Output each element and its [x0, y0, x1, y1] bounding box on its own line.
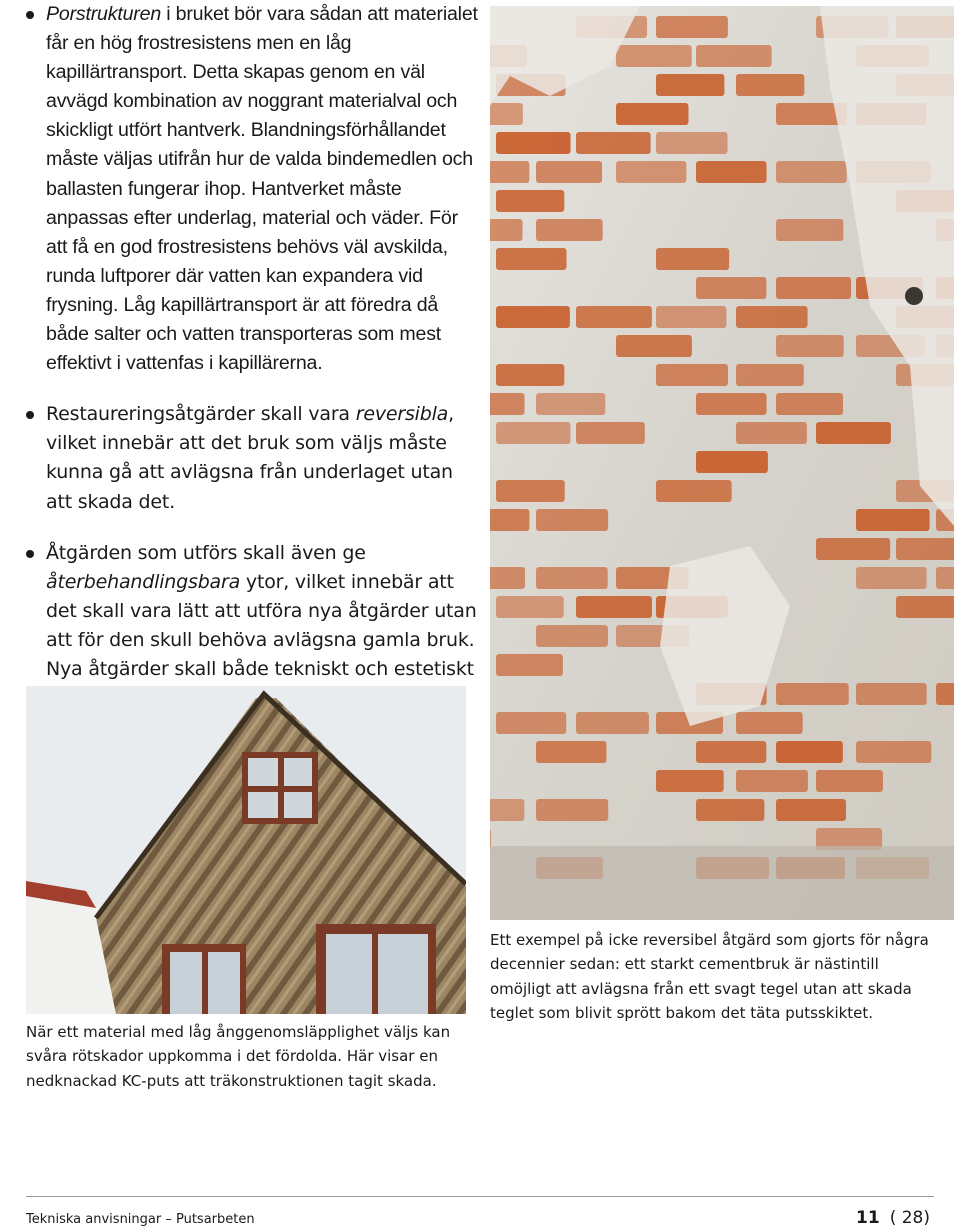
footer-divider: [26, 1196, 934, 1197]
brick: [696, 451, 768, 473]
brick: [736, 364, 804, 386]
page-number-total: ( 28): [889, 1208, 930, 1228]
house-photo: [26, 686, 466, 1014]
brick: [616, 45, 692, 67]
brick: [656, 480, 732, 502]
brick: [490, 799, 524, 821]
brick: [896, 538, 954, 560]
bullet-emphasis: återbehandlingsbara: [46, 570, 241, 593]
brick-wall-image: [490, 6, 954, 920]
brick: [776, 219, 843, 241]
brick: [536, 741, 606, 763]
brick: [576, 132, 651, 154]
brick: [496, 712, 566, 734]
brick: [576, 306, 652, 328]
brick: [936, 567, 954, 589]
brick: [496, 596, 564, 618]
brick: [856, 741, 931, 763]
brick: [496, 422, 571, 444]
brick: [490, 219, 523, 241]
brick: [496, 132, 571, 154]
brick: [536, 799, 608, 821]
brick: [536, 161, 602, 183]
brick: [576, 422, 645, 444]
brick: [536, 393, 605, 415]
bullet-text: i bruket bör vara sådan att materialet får en hög frostresistens men en låg kapillärtransport. Detta skapas genom en väl avvägd kombination av noggrant materialval och skickligt utfört hantverk. Blandningsförhållandet måste väljas utifrån hur de valda bindemedlen och ballasten fungerar ihop. Hantverket måste anpassas efter underlag, material och väder. För att få en god frostresistens behövs väl avskilda, runda luftporer där vatten kan expandera vid frysning. Låg kapillärtransport är att föredra då både salter och vatten transporteras som mest effektivt i vattenfas i kapillärerna.: [46, 3, 478, 375]
brick: [536, 219, 603, 241]
brick: [490, 161, 529, 183]
bullet-text-post: , vilket innebär att det bruk som väljs måste kunna gå att avlägsna från underlaget utan att skada det.: [46, 403, 454, 513]
brick: [656, 74, 724, 96]
brick-wall-photo: [490, 6, 954, 920]
bullet-reversibla: [26, 400, 478, 516]
brick: [696, 161, 767, 183]
brick: [496, 248, 567, 270]
brick: [696, 393, 767, 415]
brick: [496, 364, 564, 386]
brick: [776, 393, 843, 415]
house-image: [26, 686, 466, 1014]
brick: [776, 161, 847, 183]
brick: [496, 654, 563, 676]
bullet-emphasis: reversibla: [355, 403, 449, 426]
brick: [656, 16, 728, 38]
brick: [736, 74, 804, 96]
page-number-current: 11: [856, 1208, 880, 1228]
brick: [776, 741, 843, 763]
brick: [616, 335, 692, 357]
brick: [536, 567, 608, 589]
brick: [490, 567, 525, 589]
bullet-dot: [26, 550, 34, 558]
bullet-text-pre: Restaureringsåtgärder skall vara: [46, 403, 356, 426]
brick: [496, 306, 570, 328]
bullet-emphasis: Porstrukturen: [46, 3, 162, 25]
brick: [656, 248, 729, 270]
brick: [736, 712, 803, 734]
brick: [656, 770, 724, 792]
brick: [736, 770, 808, 792]
bullet-text-post: ytor, vilket innebär att det skall vara lätt att utföra nya åtgärder utan att för den skull behöva avlägsna gamla bruk. Nya åtgärder skall både tekniskt och estetiskt: [46, 570, 477, 680]
brick: [656, 306, 726, 328]
brick: [490, 509, 529, 531]
brick: [536, 509, 608, 531]
brick: [776, 799, 846, 821]
brick: [776, 683, 849, 705]
bullet-dot: [26, 11, 34, 19]
brick: [936, 683, 954, 705]
bullet-list: [26, 0, 478, 735]
brick: [816, 538, 890, 560]
brick: [536, 625, 608, 647]
brick: [696, 45, 772, 67]
brick: [776, 277, 851, 299]
page-number: [856, 1208, 930, 1228]
brick: [696, 277, 766, 299]
brick: [490, 103, 523, 125]
house-caption: När ett material med låg ånggenomsläpplighet väljs kan svåra rötskador uppkomma i det fördolda. Här visar en nedknackad KC-puts att träkonstruktionen tagit skada.: [26, 1023, 451, 1090]
brick: [816, 422, 891, 444]
brick: [496, 190, 564, 212]
brick: [490, 393, 525, 415]
brick: [616, 103, 688, 125]
brick: [616, 161, 686, 183]
brick: [496, 480, 565, 502]
brick: [696, 799, 764, 821]
brick: [896, 596, 954, 618]
bullet-text-pre: Åtgärden som utförs skall även ge: [46, 541, 366, 564]
brick: [656, 132, 728, 154]
wall-caption: Ett exempel på icke reversibel åtgärd som gjorts för några decennier sedan: ett starkt cementbruk är nästintill omöjligt att avlägsna från ett svagt tegel utan att skada teglet som blivit sprött bakom det täta putsskiktet.: [490, 931, 929, 1022]
bullet-dot: [26, 411, 34, 419]
brick: [696, 741, 766, 763]
footer-doc-title: Tekniska anvisningar – Putsarbeten: [26, 1212, 255, 1227]
brick: [776, 335, 844, 357]
brick: [576, 596, 652, 618]
bullet-porstrukturen: [26, 0, 478, 378]
brick: [736, 306, 808, 328]
brick: [856, 509, 930, 531]
brick: [576, 712, 649, 734]
brick: [736, 422, 807, 444]
brick: [656, 364, 728, 386]
brick: [816, 770, 883, 792]
brick: [856, 567, 927, 589]
brick: [856, 683, 927, 705]
